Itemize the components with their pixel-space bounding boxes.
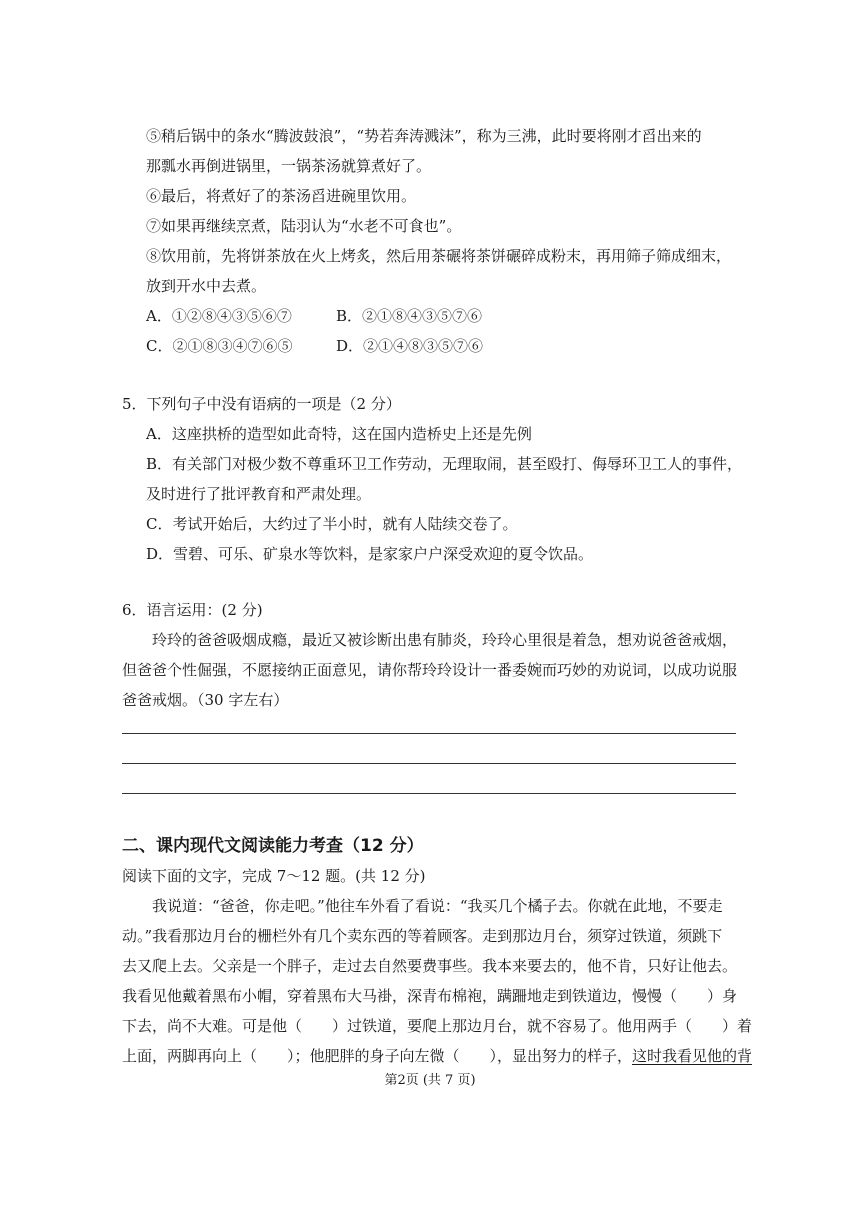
q4-item7: ⑦如果再继续烹煮，陆羽认为“水老不可食也”。 (146, 217, 462, 235)
underlined-passage-text: 这时我看见他的背 (632, 1047, 753, 1065)
q6-text-line2: 但爸爸个性倔强，不愿接纳正面意见，请你帮玲玲设计一番委婉而巧妙的劝说词，以成功说服 (122, 661, 738, 679)
q4-item5-line1: ⑤稍后锅中的条水“腾波鼓浪”，“势若奔涛溅沫”，称为三沸，此时要将刚才舀出来的 (146, 127, 702, 145)
q5-option-a: A．这座拱桥的造型如此奇特，这在国内造桥史上还是先例 (146, 425, 532, 443)
q6-text-line1: 玲玲的爸爸吸烟成瘾，最近又被诊断出患有肺炎，玲玲心里很是着急，想劝说爸爸戒烟， (152, 631, 738, 649)
passage-line-6-text: 上面，两脚再向上（ ）；他肥胖的身子向左微（ ），显出努力的样子， (122, 1047, 633, 1065)
answer-line-1 (122, 733, 736, 734)
answer-line-2 (122, 763, 736, 764)
passage-line-3: 去又爬上去。父亲是一个胖子，走过去自然要费事些。我本来要去的，他不肯，只好让他去。 (122, 957, 738, 975)
passage-line-1: 我说道：“爸爸，你走吧。”他往车外看了看说：“我买几个橘子去。你就在此地，不要走 (152, 897, 723, 915)
section-heading: 二、课内现代文阅读能力考查（12 分） (122, 836, 424, 856)
passage-line-5: 下去，尚不大难。可是他（ ）过铁道，要爬上那边月台，就不容易了。他用两手（ ）着 (122, 1017, 753, 1035)
q6-stem: 6．语言运用：(2 分) (122, 601, 263, 619)
q4-item5-line2: 那瓢水再倒进锅里，一锅茶汤就算煮好了。 (146, 157, 432, 175)
q5-stem: 5．下列句子中没有语病的一项是（2 分） (122, 395, 401, 413)
page-number-footer: 第2页 (共 7 页) (384, 1073, 476, 1088)
q4-item6: ⑥最后，将煮好了的茶汤舀进碗里饮用。 (146, 187, 417, 205)
q4-option-d: D．②①④⑧③⑤⑦⑥ (336, 337, 484, 355)
q4-option-b: B．②①⑧④③⑤⑦⑥ (336, 307, 483, 325)
q5-option-d: D．雪碧、可乐、矿泉水等饮料，是家家户户深受欢迎的夏令饮品。 (146, 545, 594, 563)
answer-line-3 (122, 793, 736, 794)
section-instruction: 阅读下面的文字，完成 7～12 题。(共 12 分) (122, 867, 426, 885)
q5-option-b-line1: B．有关部门对极少数不尊重环卫工作劳动，无理取闹，甚至殴打、侮辱环卫工人的事件， (146, 455, 743, 473)
q4-option-a: A．①②⑧④③⑤⑥⑦ (146, 307, 292, 325)
passage-line-4: 我看见他戴着黑布小帽，穿着黑布大马褂，深青布棉袍，蹒跚地走到铁道边，慢慢（ ）身 (122, 987, 738, 1005)
q5-option-b-line2: 及时进行了批评教育和严肃处理。 (146, 485, 372, 503)
q4-item8-line1: ⑧饮用前，先将饼茶放在火上烤炙，然后用茶碾将茶饼碾碎成粉末，再用筛子筛成细末， (146, 247, 732, 265)
passage-line-2: 动。”我看那边月台的栅栏外有几个卖东西的等着顾客。走到那边月台，须穿过铁道，须跳下 (122, 927, 723, 945)
q6-text-line3: 爸爸戒烟。（30 字左右） (122, 691, 289, 709)
passage-line-6 (122, 1046, 752, 1066)
q4-option-c: C．②①⑧③④⑦⑥⑤ (146, 337, 293, 355)
q4-item8-line2: 放到开水中去煮。 (146, 277, 267, 295)
q5-option-c: C．考试开始后，大约过了半小时，就有人陆续交卷了。 (146, 515, 518, 533)
